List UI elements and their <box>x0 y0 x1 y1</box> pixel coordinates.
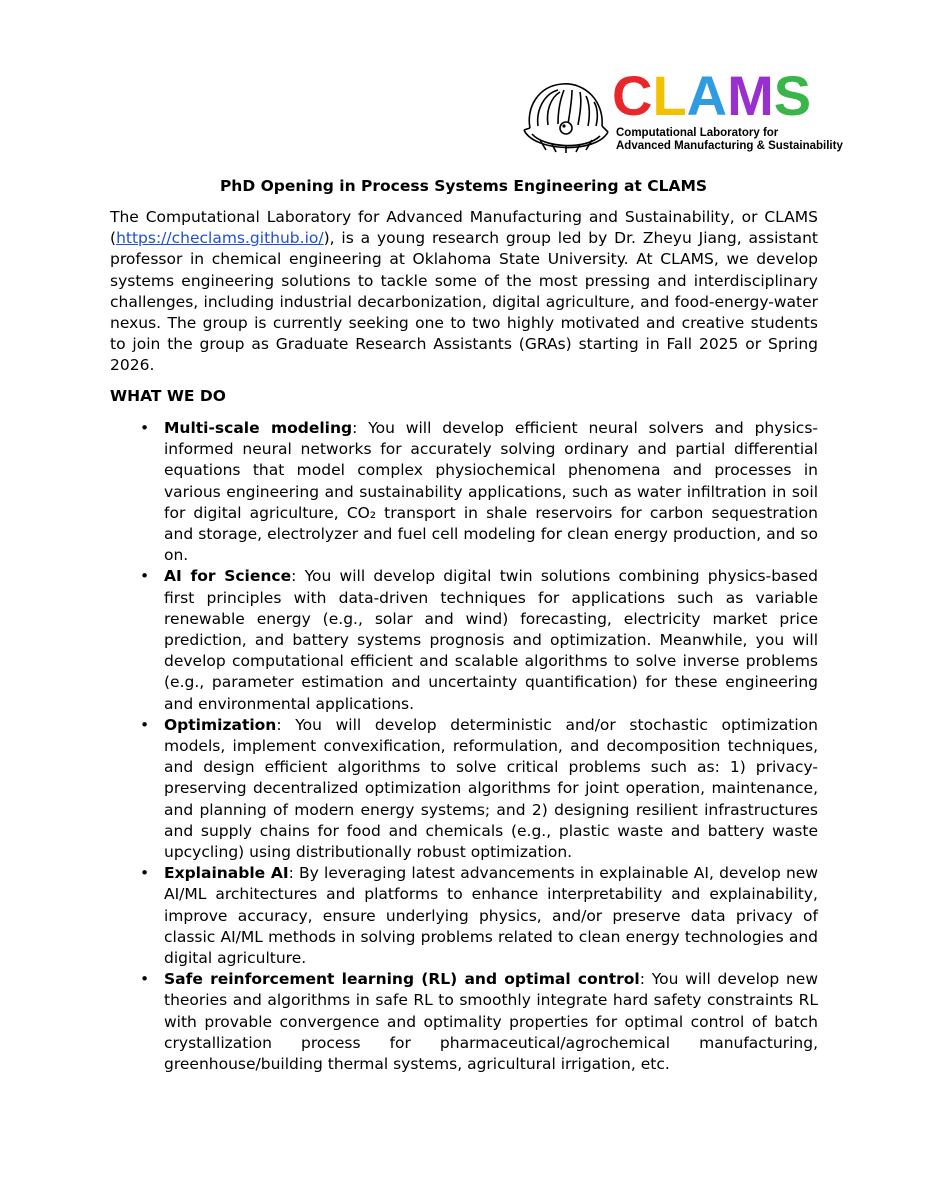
lab-website-link[interactable]: https://checlams.github.io/ <box>116 229 324 248</box>
list-item <box>110 566 818 714</box>
page-title: PhD Opening in Process Systems Engineering at CLAMS <box>219 177 708 195</box>
bullet-icon: • <box>140 715 150 734</box>
section-heading: WHAT WE DO <box>110 387 226 405</box>
item-title: Safe reinforcement learning (RL) and optimal control <box>164 970 640 989</box>
intro-text-after-link: ), is a young research group led by Dr. Zheyu Jiang, assistant professor in chemical engineering at Oklahoma State University. At CLAMS, we develop systems engineering solutions to tackle some of the most pressing and interdisciplinary challenges, including industrial decarbonization, digital agriculture, and food-energy-water nexus. The group is currently seeking one to two highly motivated and creative students to join the group as Graduate Research Assistants (GRAs) starting in Fall 2025 or Spring 2026. <box>110 229 818 375</box>
list-item <box>110 715 818 863</box>
bullet-icon: • <box>140 970 150 989</box>
logo-letter: S <box>773 64 812 127</box>
research-areas-list <box>110 418 818 1075</box>
list-item <box>110 418 818 566</box>
item-text: : You will develop digital twin solutions combining physics-based first principles with data-driven techniques for applications such as variable renewable energy (e.g., solar and wind) forecasting, electricity market price prediction, and battery systems prognosis and optimization. Meanwhile, you will develop computational efficient and scalable algorithms to solve inverse problems (e.g., parameter estimation and uncertainty quantification) for these engineering and environmental applications. <box>164 567 818 713</box>
clam-shell-with-pearl-icon <box>520 78 612 154</box>
item-title: Optimization <box>164 715 277 734</box>
logo-wordmark <box>612 66 811 126</box>
item-text: : You will develop new theories and algorithms in safe RL to smoothly integrate hard safety constraints RL with provable convergence and optimality properties for optimal control of batch crystallization process for pharmaceutical/agrochemical manufacturing, greenhouse/building thermal systems, agricultural irrigation, etc. <box>164 970 818 1074</box>
logo-letter: L <box>652 64 687 127</box>
logo-subtitle-line1: Computational Laboratory for <box>616 127 779 139</box>
logo-subtitle <box>616 127 843 153</box>
item-text: : You will develop deterministic and/or stochastic optimization models, implement convexification, reformulation, and decomposition techniques, and design efficient algorithms to solve critical problems such as: 1) privacy-preserving decentralized optimization algorithms for joint operation, maintenance, and planning of modern energy systems; and 2) designing resilient infrastructures and supply chains for food and chemicals (e.g., plastic waste and battery waste upcycling) using distributionally robust optimization. <box>164 715 818 862</box>
item-title: Multi-scale modeling <box>164 419 353 437</box>
logo-letter: A <box>686 64 728 127</box>
bullet-icon: • <box>140 419 150 437</box>
item-text: : By leveraging latest advancements in explainable AI, develop new AI/ML architectures and platforms to enhance interpretability and explainability, improve accuracy, ensure underlying physics, and/or preserve data privacy of classic AI/ML methods in solving problems related to clean energy technologies and digital agriculture. <box>164 864 819 968</box>
logo-subtitle-line2: Advanced Manufacturing & Sustainability <box>616 140 843 152</box>
intro-paragraph <box>110 207 818 377</box>
bullet-icon: • <box>140 864 150 883</box>
bullet-icon: • <box>140 567 150 586</box>
intro-text-before-link: The Computational Laboratory for Advanced Manufacturing and Sustainability, or CLAMS ( <box>110 208 818 248</box>
list-item <box>110 969 818 1075</box>
item-text: : You will develop efficient neural solvers and physics-informed neural networks for accurately solving ordinary and partial differential equations that model complex physiochemical phenomena and processes in various engineering and sustainability applications, such as water infiltration in soil for digital agriculture, CO₂ transport in shale reservoirs for carbon sequestration and storage, electrolyzer and fuel cell modeling for clean energy production, and so on. <box>164 419 818 565</box>
logo-letter: M <box>727 64 774 127</box>
list-item <box>110 863 818 969</box>
logo-letter: C <box>612 64 653 127</box>
item-title: Explainable AI <box>164 864 289 883</box>
clams-logo <box>520 64 843 154</box>
item-title: AI for Science <box>164 567 292 586</box>
